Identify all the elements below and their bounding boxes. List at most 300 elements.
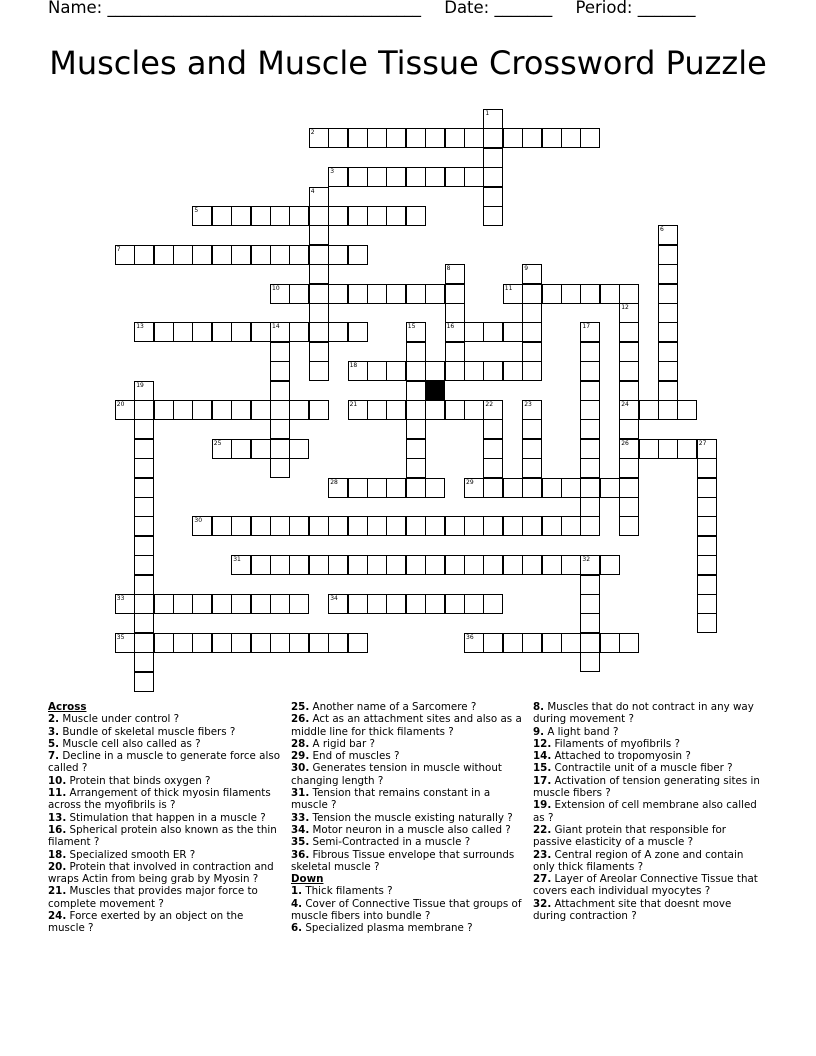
grid-cell[interactable] [270,206,290,226]
grid-cell[interactable] [580,575,600,595]
grid-cell[interactable] [270,381,290,401]
grid-cell[interactable] [289,400,309,420]
grid-cell[interactable] [212,594,232,614]
grid-cell[interactable] [406,128,426,148]
grid-cell[interactable] [231,439,251,459]
grid-cell[interactable] [386,400,406,420]
grid-cell[interactable] [328,322,348,342]
grid-cell[interactable] [522,633,542,653]
grid-cell[interactable] [483,206,503,226]
grid-cell[interactable] [270,322,290,342]
grid-cell[interactable] [289,206,309,226]
grid-cell[interactable] [483,148,503,168]
grid-cell[interactable] [231,206,251,226]
grid-cell[interactable] [445,284,465,304]
period-field[interactable]: Period: _______ [575,0,696,17]
grid-cell[interactable] [328,128,348,148]
grid-cell[interactable] [212,516,232,536]
grid-cell[interactable] [580,439,600,459]
grid-cell[interactable] [328,594,348,614]
grid-cell[interactable] [503,128,523,148]
grid-cell[interactable] [619,458,639,478]
grid-cell[interactable] [367,594,387,614]
grid-cell[interactable] [677,400,697,420]
grid-cell[interactable] [173,400,193,420]
grid-cell[interactable] [406,361,426,381]
grid-cell[interactable] [425,555,445,575]
grid-cell[interactable] [406,458,426,478]
grid-cell[interactable] [386,128,406,148]
grid-cell[interactable] [406,381,426,401]
grid-cell[interactable] [445,128,465,148]
grid-cell[interactable] [619,303,639,323]
grid-cell[interactable] [367,516,387,536]
grid-cell[interactable] [367,128,387,148]
grid-cell[interactable] [483,633,503,653]
grid-cell[interactable] [289,322,309,342]
grid-cell[interactable] [192,633,212,653]
grid-cell[interactable] [580,652,600,672]
grid-cell[interactable] [406,439,426,459]
grid-cell[interactable] [425,284,445,304]
grid-cell[interactable] [445,303,465,323]
grid-cell[interactable] [134,594,154,614]
grid-cell[interactable] [134,633,154,653]
grid-cell[interactable] [173,245,193,265]
grid-cell[interactable] [309,516,329,536]
grid-cell[interactable] [154,322,174,342]
grid-cell[interactable] [542,284,562,304]
grid-cell[interactable] [522,284,542,304]
grid-cell[interactable] [580,361,600,381]
grid-cell[interactable] [697,536,717,556]
grid-cell[interactable] [522,400,542,420]
grid-cell[interactable] [134,322,154,342]
grid-cell[interactable] [328,284,348,304]
grid-cell[interactable] [251,594,271,614]
grid-cell[interactable] [522,342,542,362]
grid-cell[interactable] [697,439,717,459]
grid-cell[interactable] [309,284,329,304]
grid-cell[interactable] [600,633,620,653]
grid-cell[interactable] [561,633,581,653]
grid-cell[interactable] [522,555,542,575]
grid-cell[interactable] [212,245,232,265]
grid-cell[interactable] [542,516,562,536]
grid-cell[interactable] [522,419,542,439]
grid-cell[interactable] [658,284,678,304]
grid-cell[interactable] [328,516,348,536]
grid-cell[interactable] [270,419,290,439]
grid-cell[interactable] [309,303,329,323]
grid-cell[interactable] [173,633,193,653]
grid-cell[interactable] [348,245,368,265]
grid-cell[interactable] [619,478,639,498]
grid-cell[interactable] [367,400,387,420]
grid-cell[interactable] [270,342,290,362]
grid-cell[interactable] [619,516,639,536]
grid-cell[interactable] [348,206,368,226]
grid-cell[interactable] [289,633,309,653]
grid-cell[interactable] [289,284,309,304]
grid-cell[interactable] [251,633,271,653]
grid-cell[interactable] [483,187,503,207]
grid-cell[interactable] [522,478,542,498]
grid-cell[interactable] [542,633,562,653]
grid-cell[interactable] [406,516,426,536]
grid-cell[interactable] [483,109,503,129]
grid-cell[interactable] [212,322,232,342]
grid-cell[interactable] [328,555,348,575]
grid-cell[interactable] [580,594,600,614]
grid-cell[interactable] [619,284,639,304]
grid-cell[interactable] [639,400,659,420]
grid-cell[interactable] [697,575,717,595]
grid-cell[interactable] [464,361,484,381]
grid-cell[interactable] [348,167,368,187]
grid-cell[interactable] [192,322,212,342]
grid-cell[interactable] [309,264,329,284]
grid-cell[interactable] [464,167,484,187]
grid-cell[interactable] [270,594,290,614]
grid-cell[interactable] [483,322,503,342]
grid-cell[interactable] [154,594,174,614]
grid-cell[interactable] [658,322,678,342]
grid-cell[interactable] [270,458,290,478]
grid-cell[interactable] [231,633,251,653]
grid-cell[interactable] [386,555,406,575]
grid-cell[interactable] [348,633,368,653]
grid-cell[interactable] [348,361,368,381]
grid-cell[interactable] [580,284,600,304]
grid-cell[interactable] [697,516,717,536]
grid-cell[interactable] [173,322,193,342]
grid-cell[interactable] [425,128,445,148]
grid-cell[interactable] [445,594,465,614]
grid-cell[interactable] [134,497,154,517]
grid-cell[interactable] [600,478,620,498]
grid-cell[interactable] [154,245,174,265]
grid-cell[interactable] [348,322,368,342]
grid-cell[interactable] [348,284,368,304]
grid-cell[interactable] [483,439,503,459]
grid-cell[interactable] [154,633,174,653]
grid-cell[interactable] [503,478,523,498]
grid-cell[interactable] [483,594,503,614]
grid-cell[interactable] [406,284,426,304]
grid-cell[interactable] [658,342,678,362]
grid-cell[interactable] [464,322,484,342]
grid-cell[interactable] [192,594,212,614]
grid-cell[interactable] [367,284,387,304]
grid-cell[interactable] [328,167,348,187]
grid-cell[interactable] [445,555,465,575]
grid-cell[interactable] [231,594,251,614]
grid-cell[interactable] [386,516,406,536]
grid-cell[interactable] [600,555,620,575]
grid-cell[interactable] [425,478,445,498]
grid-cell[interactable] [619,361,639,381]
grid-cell[interactable] [367,167,387,187]
grid-cell[interactable] [483,400,503,420]
grid-cell[interactable] [619,322,639,342]
grid-cell[interactable] [425,594,445,614]
grid-cell[interactable] [115,400,135,420]
grid-cell[interactable] [134,516,154,536]
grid-cell[interactable] [542,555,562,575]
grid-cell[interactable] [542,128,562,148]
grid-cell[interactable] [309,555,329,575]
grid-cell[interactable] [425,400,445,420]
grid-cell[interactable] [697,594,717,614]
grid-cell[interactable] [115,245,135,265]
grid-cell[interactable] [445,322,465,342]
grid-cell[interactable] [289,439,309,459]
grid-cell[interactable] [445,264,465,284]
grid-cell[interactable] [522,128,542,148]
grid-cell[interactable] [483,555,503,575]
grid-cell[interactable] [134,419,154,439]
grid-cell[interactable] [658,439,678,459]
grid-cell[interactable] [270,284,290,304]
grid-cell[interactable] [134,575,154,595]
grid-cell[interactable] [542,478,562,498]
grid-cell[interactable] [309,400,329,420]
grid-cell[interactable] [251,516,271,536]
grid-cell[interactable] [503,633,523,653]
grid-cell[interactable] [619,633,639,653]
grid-cell[interactable] [503,322,523,342]
grid-cell[interactable] [289,594,309,614]
grid-cell[interactable] [580,633,600,653]
grid-cell[interactable] [658,245,678,265]
grid-cell[interactable] [212,633,232,653]
grid-cell[interactable] [425,361,445,381]
grid-cell[interactable] [270,516,290,536]
grid-cell[interactable] [658,400,678,420]
grid-cell[interactable] [406,342,426,362]
grid-cell[interactable] [445,400,465,420]
grid-cell[interactable] [580,322,600,342]
grid-cell[interactable] [309,342,329,362]
grid-cell[interactable] [386,284,406,304]
grid-cell[interactable] [503,555,523,575]
grid-cell[interactable] [270,439,290,459]
grid-cell[interactable] [231,322,251,342]
grid-cell[interactable] [386,167,406,187]
grid-cell[interactable] [561,284,581,304]
grid-cell[interactable] [309,245,329,265]
grid-cell[interactable] [406,419,426,439]
grid-cell[interactable] [445,167,465,187]
grid-cell[interactable] [561,555,581,575]
grid-cell[interactable] [367,478,387,498]
grid-cell[interactable] [328,245,348,265]
grid-cell[interactable] [270,245,290,265]
grid-cell[interactable] [309,322,329,342]
grid-cell[interactable] [483,361,503,381]
grid-cell[interactable] [231,400,251,420]
grid-cell[interactable] [580,419,600,439]
grid-cell[interactable] [231,245,251,265]
grid-cell[interactable] [697,613,717,633]
grid-cell[interactable] [425,167,445,187]
grid-cell[interactable] [348,478,368,498]
grid-cell[interactable] [192,206,212,226]
grid-cell[interactable] [251,555,271,575]
grid-cell[interactable] [697,478,717,498]
grid-cell[interactable] [192,516,212,536]
grid-cell[interactable] [580,497,600,517]
grid-cell[interactable] [134,613,154,633]
grid-cell[interactable] [386,478,406,498]
grid-cell[interactable] [464,633,484,653]
grid-cell[interactable] [483,516,503,536]
grid-cell[interactable] [658,361,678,381]
grid-cell[interactable] [639,439,659,459]
grid-cell[interactable] [212,400,232,420]
grid-cell[interactable] [697,555,717,575]
grid-cell[interactable] [154,400,174,420]
grid-cell[interactable] [134,381,154,401]
grid-cell[interactable] [134,652,154,672]
grid-cell[interactable] [406,594,426,614]
grid-cell[interactable] [619,400,639,420]
grid-cell[interactable] [251,206,271,226]
grid-cell[interactable] [386,361,406,381]
grid-cell[interactable] [522,303,542,323]
grid-cell[interactable] [464,594,484,614]
grid-cell[interactable] [192,400,212,420]
grid-cell[interactable] [367,555,387,575]
grid-cell[interactable] [522,439,542,459]
grid-cell[interactable] [289,516,309,536]
grid-cell[interactable] [445,342,465,362]
grid-cell[interactable] [619,439,639,459]
grid-cell[interactable] [134,439,154,459]
grid-cell[interactable] [289,245,309,265]
grid-cell[interactable] [386,206,406,226]
grid-cell[interactable] [619,381,639,401]
grid-cell[interactable] [464,478,484,498]
grid-cell[interactable] [561,128,581,148]
grid-cell[interactable] [483,419,503,439]
grid-cell[interactable] [134,478,154,498]
grid-cell[interactable] [348,128,368,148]
grid-cell[interactable] [134,245,154,265]
grid-cell[interactable] [406,555,426,575]
grid-cell[interactable] [309,187,329,207]
grid-cell[interactable] [658,303,678,323]
grid-cell[interactable] [348,594,368,614]
grid-cell[interactable] [483,458,503,478]
grid-cell[interactable] [115,633,135,653]
grid-cell[interactable] [406,400,426,420]
grid-cell[interactable] [580,478,600,498]
grid-cell[interactable] [134,400,154,420]
grid-cell[interactable] [464,516,484,536]
grid-cell[interactable] [697,458,717,478]
grid-cell[interactable] [580,381,600,401]
grid-cell[interactable] [658,264,678,284]
grid-cell[interactable] [251,322,271,342]
grid-cell[interactable] [231,516,251,536]
grid-cell[interactable] [348,400,368,420]
grid-cell[interactable] [212,439,232,459]
grid-cell[interactable] [483,128,503,148]
grid-cell[interactable] [134,536,154,556]
grid-cell[interactable] [464,400,484,420]
grid-cell[interactable] [406,206,426,226]
grid-cell[interactable] [115,594,135,614]
grid-cell[interactable] [580,342,600,362]
grid-cell[interactable] [309,633,329,653]
grid-cell[interactable] [483,167,503,187]
grid-cell[interactable] [270,400,290,420]
grid-cell[interactable] [406,322,426,342]
grid-cell[interactable] [561,478,581,498]
grid-cell[interactable] [309,128,329,148]
grid-cell[interactable] [561,516,581,536]
grid-cell[interactable] [697,497,717,517]
grid-cell[interactable] [619,419,639,439]
grid-cell[interactable] [464,128,484,148]
grid-cell[interactable] [367,361,387,381]
grid-cell[interactable] [522,322,542,342]
grid-cell[interactable] [173,594,193,614]
grid-cell[interactable] [328,478,348,498]
grid-cell[interactable] [212,206,232,226]
grid-cell[interactable] [134,672,154,692]
date-field[interactable]: Date: _______ [444,0,553,17]
grid-cell[interactable] [134,458,154,478]
grid-cell[interactable] [600,284,620,304]
grid-cell[interactable] [580,555,600,575]
grid-cell[interactable] [406,167,426,187]
grid-cell[interactable] [251,245,271,265]
grid-cell[interactable] [677,439,697,459]
grid-cell[interactable] [503,284,523,304]
grid-cell[interactable] [386,594,406,614]
grid-cell[interactable] [270,361,290,381]
grid-cell[interactable] [289,555,309,575]
grid-cell[interactable] [580,516,600,536]
grid-cell[interactable] [270,555,290,575]
grid-cell[interactable] [483,478,503,498]
grid-cell[interactable] [522,264,542,284]
grid-cell[interactable] [464,555,484,575]
grid-cell[interactable] [134,555,154,575]
grid-cell[interactable] [192,245,212,265]
grid-cell[interactable] [580,400,600,420]
grid-cell[interactable] [522,361,542,381]
grid-cell[interactable] [309,225,329,245]
grid-cell[interactable] [658,225,678,245]
grid-cell[interactable] [522,516,542,536]
grid-cell[interactable] [348,555,368,575]
grid-cell[interactable] [231,555,251,575]
grid-cell[interactable] [445,516,465,536]
grid-cell[interactable] [445,361,465,381]
grid-cell[interactable] [580,128,600,148]
grid-cell[interactable] [503,361,523,381]
grid-cell[interactable] [503,516,523,536]
grid-cell[interactable] [367,206,387,226]
grid-cell[interactable] [425,516,445,536]
grid-cell[interactable] [580,613,600,633]
grid-cell[interactable] [580,458,600,478]
grid-cell[interactable] [309,206,329,226]
